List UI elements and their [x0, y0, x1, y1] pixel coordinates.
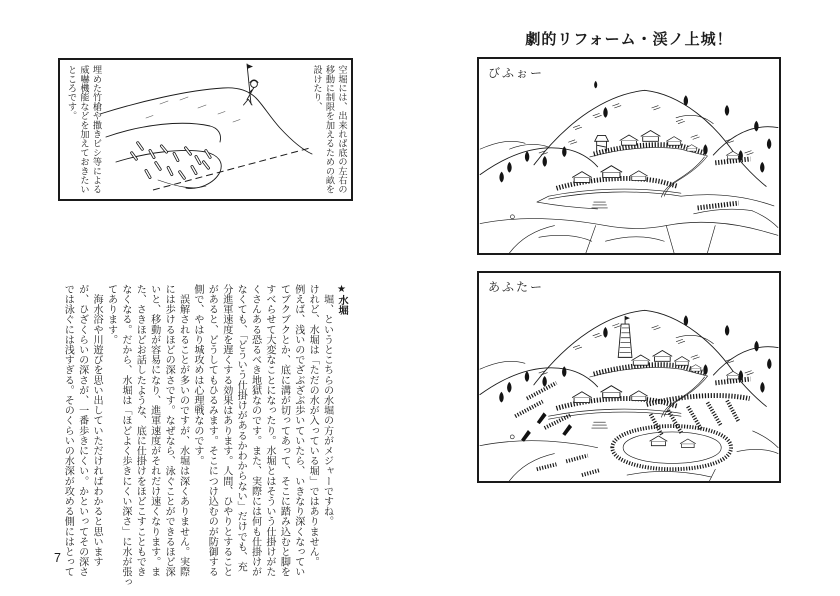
- moat-illustration-box: [58, 58, 353, 201]
- after-label: あふたー: [488, 280, 545, 294]
- text-column: なくても、「どういう仕掛けがあるかわからない」だけでも、充: [235, 284, 247, 572]
- moat-drawing: [98, 62, 315, 198]
- text-column: 側で、やはり城攻めは心理戦なのです。: [191, 284, 203, 466]
- text-column: には歩けるほどの深さです。なぜなら、泳ぐことができるほど深: [163, 284, 175, 577]
- text-column: が、ひざくらいの深さが、一番歩きにくい。かといってその深さ: [76, 284, 88, 577]
- text-column: てあります。: [105, 284, 117, 345]
- text-column: 誤解されることが多いのですが、水堀は深くありません。実際: [177, 284, 189, 577]
- after-illustration: [479, 273, 779, 481]
- body-text: [56, 284, 348, 590]
- text-column: 海水浴や川遊びを思い出していただければわかると思います: [91, 284, 103, 567]
- before-label: びふぉー: [488, 66, 545, 80]
- moat-caption-right: 空堀には、出来れば底の左右の移動に制限を加えるための畝を設けたり、: [312, 65, 347, 194]
- text-column: 堀、というとこちらの水堀の方がメジャーですね。: [321, 284, 333, 527]
- text-column: 例えば、浅いのでざぶざぶ歩いていたら、いきなり深くなってい: [292, 284, 304, 577]
- page-number: 7: [54, 551, 61, 565]
- text-column: があると、どうしてもひるみます。そこにつけ込むのが防御する: [206, 284, 218, 577]
- samurai-figure: [244, 64, 259, 105]
- text-column: けれど、水堀は「ただの水が入っている堀」ではありません。: [307, 284, 319, 567]
- text-column: いと、移動が容易になり、進軍速度がそれだけ速くなります。ま: [148, 284, 160, 577]
- text-column: 分進軍速度を遅くする効果はあります。人間、ひやりとすること: [220, 284, 232, 577]
- moat-caption-left: 埋めた竹槍や撒きビシ等による威嚇機能などを加えておきたいところです。: [66, 65, 102, 194]
- text-column: くさんある恐るべき地獄なのです。また、実際には何も仕掛けが: [249, 284, 261, 577]
- before-panel: [477, 57, 781, 255]
- after-panel: [477, 271, 781, 483]
- watchtower: [595, 135, 609, 151]
- text-column: すべらせて大変なことになったり。水堀とはそういう仕掛けがた: [263, 284, 275, 577]
- text-column: た、さきほどお話したような、底に仕掛けをほどこすこともでき: [134, 284, 146, 577]
- before-illustration: [479, 59, 779, 253]
- chapter-title: 劇的リフォーム・渓ノ上城！: [525, 32, 733, 48]
- text-column: では泳ぐには浅すぎる。そのくらいの水深が攻める側にはとって: [62, 284, 74, 577]
- text-column: てブクブクとか、底に溝が切ってあって、そこに踏み込むと脚を: [278, 284, 290, 577]
- ladder-tower: [618, 316, 632, 357]
- text-column: なくなる。だから、水堀は「ほどよく歩きにくい深さ」に水が張っ: [119, 284, 131, 587]
- section-heading: ★水堀: [336, 284, 347, 316]
